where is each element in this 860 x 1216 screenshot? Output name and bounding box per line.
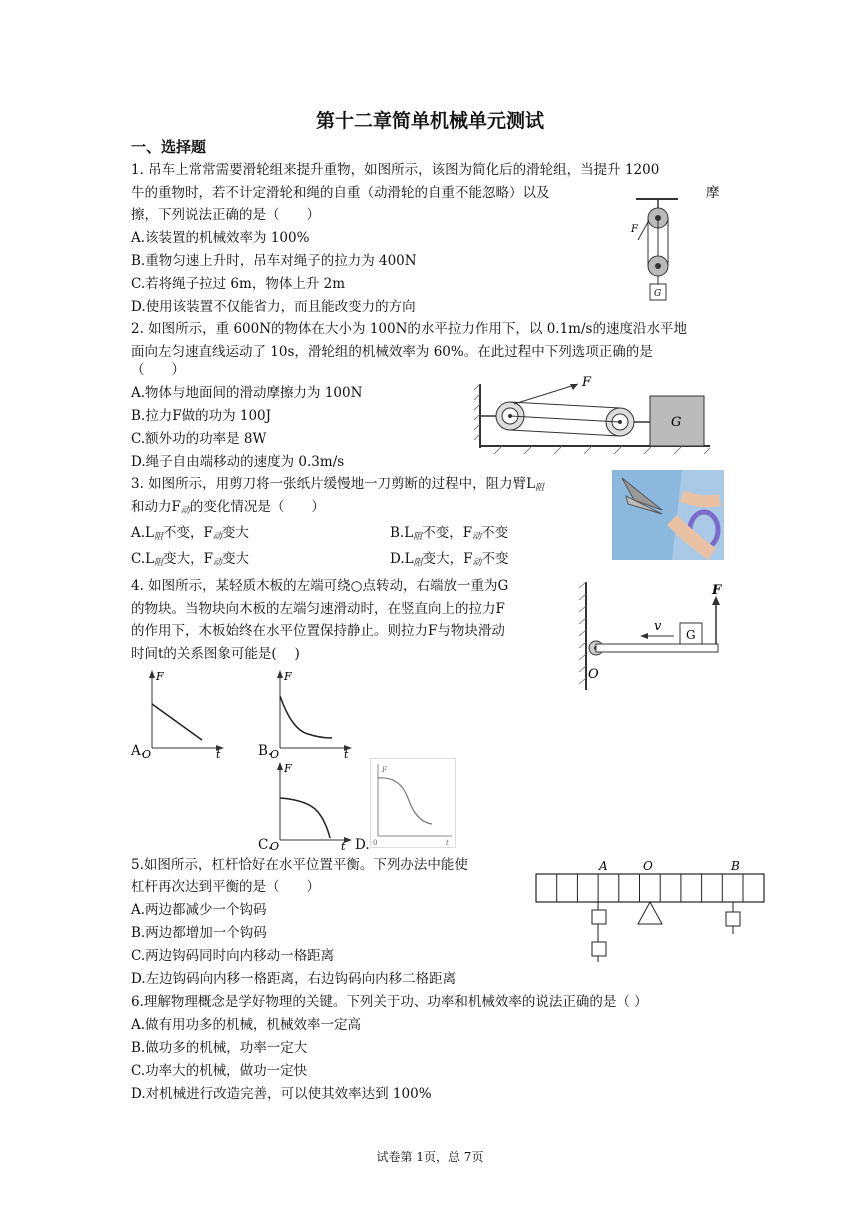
q4-fig-g-label: G [686, 628, 696, 642]
q5-option-a: A.两边都减少一个钩码 [131, 902, 267, 918]
q3-option-a: A.L阻不变，F动变大 [131, 525, 249, 542]
q3-option-d: D.L阻变大，F动不变 [390, 551, 509, 568]
q4-graph-a [140, 668, 224, 760]
q4-graph-c-axis-t: t [341, 840, 346, 852]
q6-option-b: B.做功多的机械，功率一定大 [131, 1040, 308, 1056]
q4-graph-a-label: A. [131, 743, 146, 759]
q4-fig-v-label: v [654, 619, 662, 634]
q6-option-d: D.对机械进行改造完善，可以使其效率达到 100% [131, 1086, 432, 1102]
q3-stem-line1: 3. 如图所示，用剪刀将一张纸片缓慢地一刀剪断的过程中，阻力臂L阻 [131, 476, 545, 493]
q5-fig-a-label: A [599, 859, 608, 873]
q4-graph-c-axis-o: O [270, 840, 280, 852]
q1-stem-line2: 牛的重物时，若不计定滑轮和绳的自重（动滑轮的自重不能忽略）以及 [131, 185, 550, 201]
q6-option-c: C.功率大的机械，做功一定快 [131, 1063, 308, 1079]
q1-stem-line3: 擦，下列说法正确的是（ ） [131, 207, 320, 223]
page-title: 第十二章简单机械单元测试 [315, 110, 544, 132]
q5-option-d: D.左边钩码向内移一格距离，右边钩码向内移二格距离 [131, 971, 457, 987]
q1-stem-line1: 1. 吊车上常常需要滑轮组来提升重物，如图所示，该图为简化后的滑轮组，当提升 1200 [131, 162, 660, 178]
q2-stem-line2: 面向左匀速直线运动了 10s，滑轮组的机械效率为 60%。在此过程中下列选项正确的是 [131, 344, 653, 360]
section-heading: 一、选择题 [131, 138, 207, 156]
q5-stem-line1: 5.如图所示，杠杆恰好在水平位置平衡。下列办法中能使 [131, 857, 468, 873]
q4-fig-o-label: O [588, 667, 599, 682]
q5-fig-b-label: B [731, 859, 740, 873]
q4-graph-d-label: D. [355, 837, 370, 853]
lever-balance-diagram [534, 856, 766, 966]
q4-graph-a-axis-t: t [216, 748, 221, 760]
q2-fig-g-label: G [671, 415, 682, 430]
q2-option-a: A.物体与地面间的滑动摩擦力为 100N [131, 385, 363, 401]
q4-graph-b-axis-f: F [284, 670, 292, 683]
q4-stem-line4: 时间t的关系图象可能是( ) [131, 646, 300, 662]
q1-option-a: A.该装置的机械效率为 100% [131, 230, 310, 246]
q1-option-d: D.使用该装置不仅能省力，而且能改变力的方向 [131, 299, 416, 315]
q1-option-b: B.重物匀速上升时，吊车对绳子的拉力为 400N [131, 253, 417, 269]
q4-graph-a-axis-f: F [156, 670, 164, 683]
q4-stem-line1: 4. 如图所示，某轻质木板的左端可绕○点转动，右端放一重为G [131, 578, 509, 594]
q2-fig-f-label: F [582, 375, 592, 390]
q2-option-d: D.绳子自由端移动的速度为 0.3m/s [131, 454, 345, 470]
q6-option-a: A.做有用功多的机械，机械效率一定高 [131, 1017, 362, 1033]
q4-graph-b [268, 668, 352, 760]
q4-graph-d-axis-0: 0 [373, 839, 378, 847]
q4-graph-b-label: B. [258, 743, 273, 759]
q4-graph-c-label: C. [258, 837, 273, 853]
pulley-diagram [628, 196, 684, 306]
q1-stem-line2-end: 摩 [706, 185, 720, 201]
q4-graph-b-axis-t: t [344, 748, 349, 760]
q2-stem-line3: （ ） [131, 362, 185, 378]
q2-option-b: B.拉力F做的功为 100J [131, 408, 272, 424]
q5-fig-o-label: O [643, 859, 653, 873]
q6-stem: 6.理解物理概念是学好物理的关键。下列关于功、功率和机械效率的说法正确的是（ ） [131, 994, 648, 1010]
q1-option-c: C.若将绳子拉过 6m，物体上升 2m [131, 276, 346, 292]
q4-graph-c-axis-f: F [284, 762, 292, 775]
q3-option-c: C.L阻变大，F动变大 [131, 551, 250, 568]
q2-option-c: C.额外功的功率是 8W [131, 431, 267, 447]
q4-graph-d [370, 758, 456, 848]
q4-graph-a-axis-o: O [142, 748, 152, 760]
scissors-photo [612, 470, 724, 560]
q4-graph-d-axis-t: t [446, 839, 449, 847]
q4-graph-b-axis-o: O [270, 748, 280, 760]
q4-graph-d-axis-f: F [382, 766, 387, 774]
q4-graph-c [268, 760, 352, 852]
q4-stem-line3: 的作用下，木板始终在水平位置保持静止。则拉力F与物块滑动 [131, 623, 505, 639]
q5-stem-line2: 杠杆再次达到平衡的是（ ） [131, 879, 320, 895]
q4-stem-line2: 的物块。当物块向木板的左端匀速滑动时，在竖直向上的拉力F [131, 601, 505, 617]
lever-block-diagram [576, 578, 724, 692]
q1-fig-g-label: G [654, 289, 662, 299]
horizontal-pulley-diagram [474, 374, 714, 454]
q3-stem-line2: 和动力F动的变化情况是（ ） [131, 499, 325, 516]
q1-fig-f-label: F [631, 224, 638, 235]
q5-option-b: B.两边都增加一个钩码 [131, 925, 267, 941]
q4-fig-f-label: F [712, 583, 722, 598]
page-footer: 试卷第 1页，总 7页 [376, 1150, 484, 1164]
q2-stem-line1: 2. 如图所示，重 600N的物体在大小为 100N的水平拉力作用下，以 0.1m/s的速度沿水平地 [131, 321, 687, 337]
q3-option-b: B.L阻不变，F动不变 [390, 525, 509, 542]
q5-option-c: C.两边钩码同时向内移动一格距离 [131, 948, 335, 964]
